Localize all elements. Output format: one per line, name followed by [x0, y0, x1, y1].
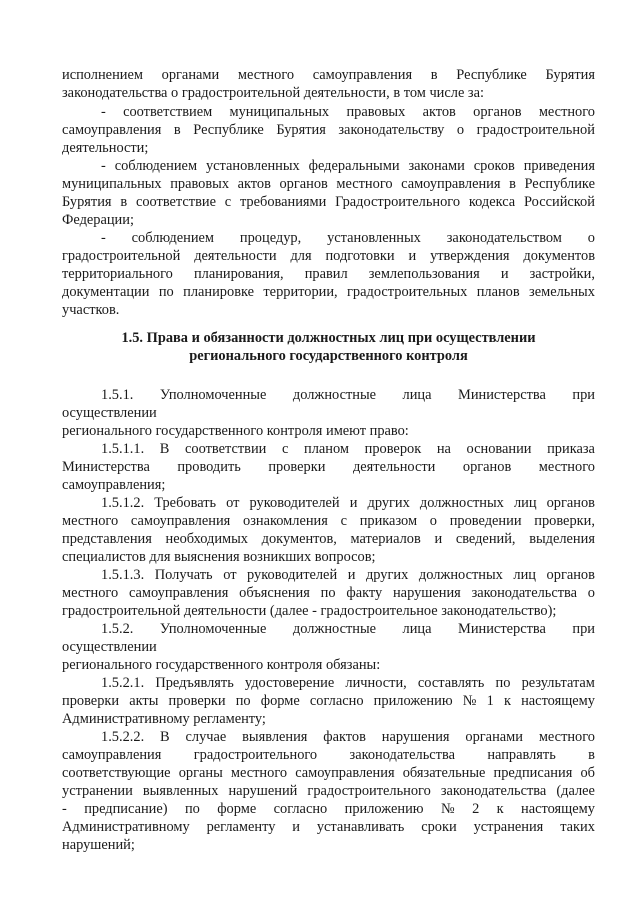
text-line: устранении выявленных нарушений градостроительного законодательства (далее — [62, 783, 595, 799]
text-line: регионального государственного контроля имеют право: — [62, 423, 409, 439]
text-line: 1.5.1. Уполномоченные должностные лица Министерства при — [101, 387, 595, 403]
text-line: 1.5.2. Уполномоченные должностные лица Министерства при — [101, 621, 595, 637]
text-line: осуществлении — [62, 639, 157, 655]
text-line: участков. — [62, 302, 120, 318]
text-line: 1.5.2.2. В случае выявления фактов нарушения органами местного — [101, 729, 595, 745]
text-line: Административному регламенту; — [62, 711, 266, 727]
text-line: местного самоуправления объяснения по факту нарушения законодательства о — [62, 585, 595, 601]
text-line: соответствующие органы местного самоуправления обязательные предписания об — [62, 765, 595, 781]
text-line: градостроительной деятельности (далее - градостроительное законодательство); — [62, 603, 557, 619]
section-heading: 1.5. Права и обязанности должностных лиц при осуществлении — [121, 330, 536, 346]
text-line: Административному регламенту и устанавливать сроки устранения таких — [62, 819, 595, 835]
text-line: регионального государственного контроля обязаны: — [62, 657, 381, 673]
text-line: градостроительной деятельности для подготовки и утверждения документов — [62, 248, 595, 264]
text-line: самоуправления; — [62, 477, 166, 493]
text-line: проверки акты проверки по форме согласно приложению № 1 к настоящему — [62, 693, 595, 709]
text-line: представления необходимых документов, материалов и сведений, выделения — [62, 531, 595, 547]
text-line: - соблюдением процедур, установленных законодательством о — [101, 230, 595, 246]
text-line: нарушений; — [62, 837, 135, 853]
text-line: деятельности; — [62, 140, 149, 156]
text-line: осуществлении — [62, 405, 157, 421]
text-line: местного самоуправления ознакомления с приказом о проведении проверки, — [62, 513, 595, 529]
text-line: 1.5.1.3. Получать от руководителей и других должностных лиц органов — [101, 567, 595, 583]
text-line: муниципальных правовых актов органов местного самоуправления в Республике — [62, 176, 595, 192]
text-line: 1.5.1.2. Требовать от руководителей и других должностных лиц органов — [101, 495, 595, 511]
text-line: исполнением органами местного самоуправления в Республике Бурятия — [62, 67, 595, 83]
section-heading: регионального государственного контроля — [189, 348, 468, 364]
text-line: Федерации; — [62, 212, 134, 228]
text-line: 1.5.1.1. В соответствии с планом проверок на основании приказа — [101, 441, 595, 457]
text-line: - соблюдением установленных федеральными законами сроков приведения — [101, 158, 595, 174]
text-line: документации по планировке территории, градостроительных планов земельных — [62, 284, 595, 300]
text-line: Министерства проводить проверки деятельности органов местного — [62, 459, 595, 475]
text-line: - соответствием муниципальных правовых актов органов местного — [101, 104, 595, 120]
text-line: специалистов для выяснения возникших вопросов; — [62, 549, 376, 565]
text-line: 1.5.2.1. Предъявлять удостоверение личности, составлять по результатам — [101, 675, 595, 691]
text-line: самоуправления градостроительного законодательства направлять в — [62, 747, 595, 763]
text-line: самоуправления в Республике Бурятия законодательству о градостроительной — [62, 122, 595, 138]
text-line: законодательства о градостроительной деятельности, в том числе за: — [62, 85, 485, 101]
text-line: территориального планирования, правил землепользования и застройки, — [62, 266, 595, 282]
text-line: Бурятия в соответствие с требованиями Градостроительного кодекса Российской — [62, 194, 595, 210]
text-line: - предписание) по форме согласно приложению № 2 к настоящему — [62, 801, 595, 817]
